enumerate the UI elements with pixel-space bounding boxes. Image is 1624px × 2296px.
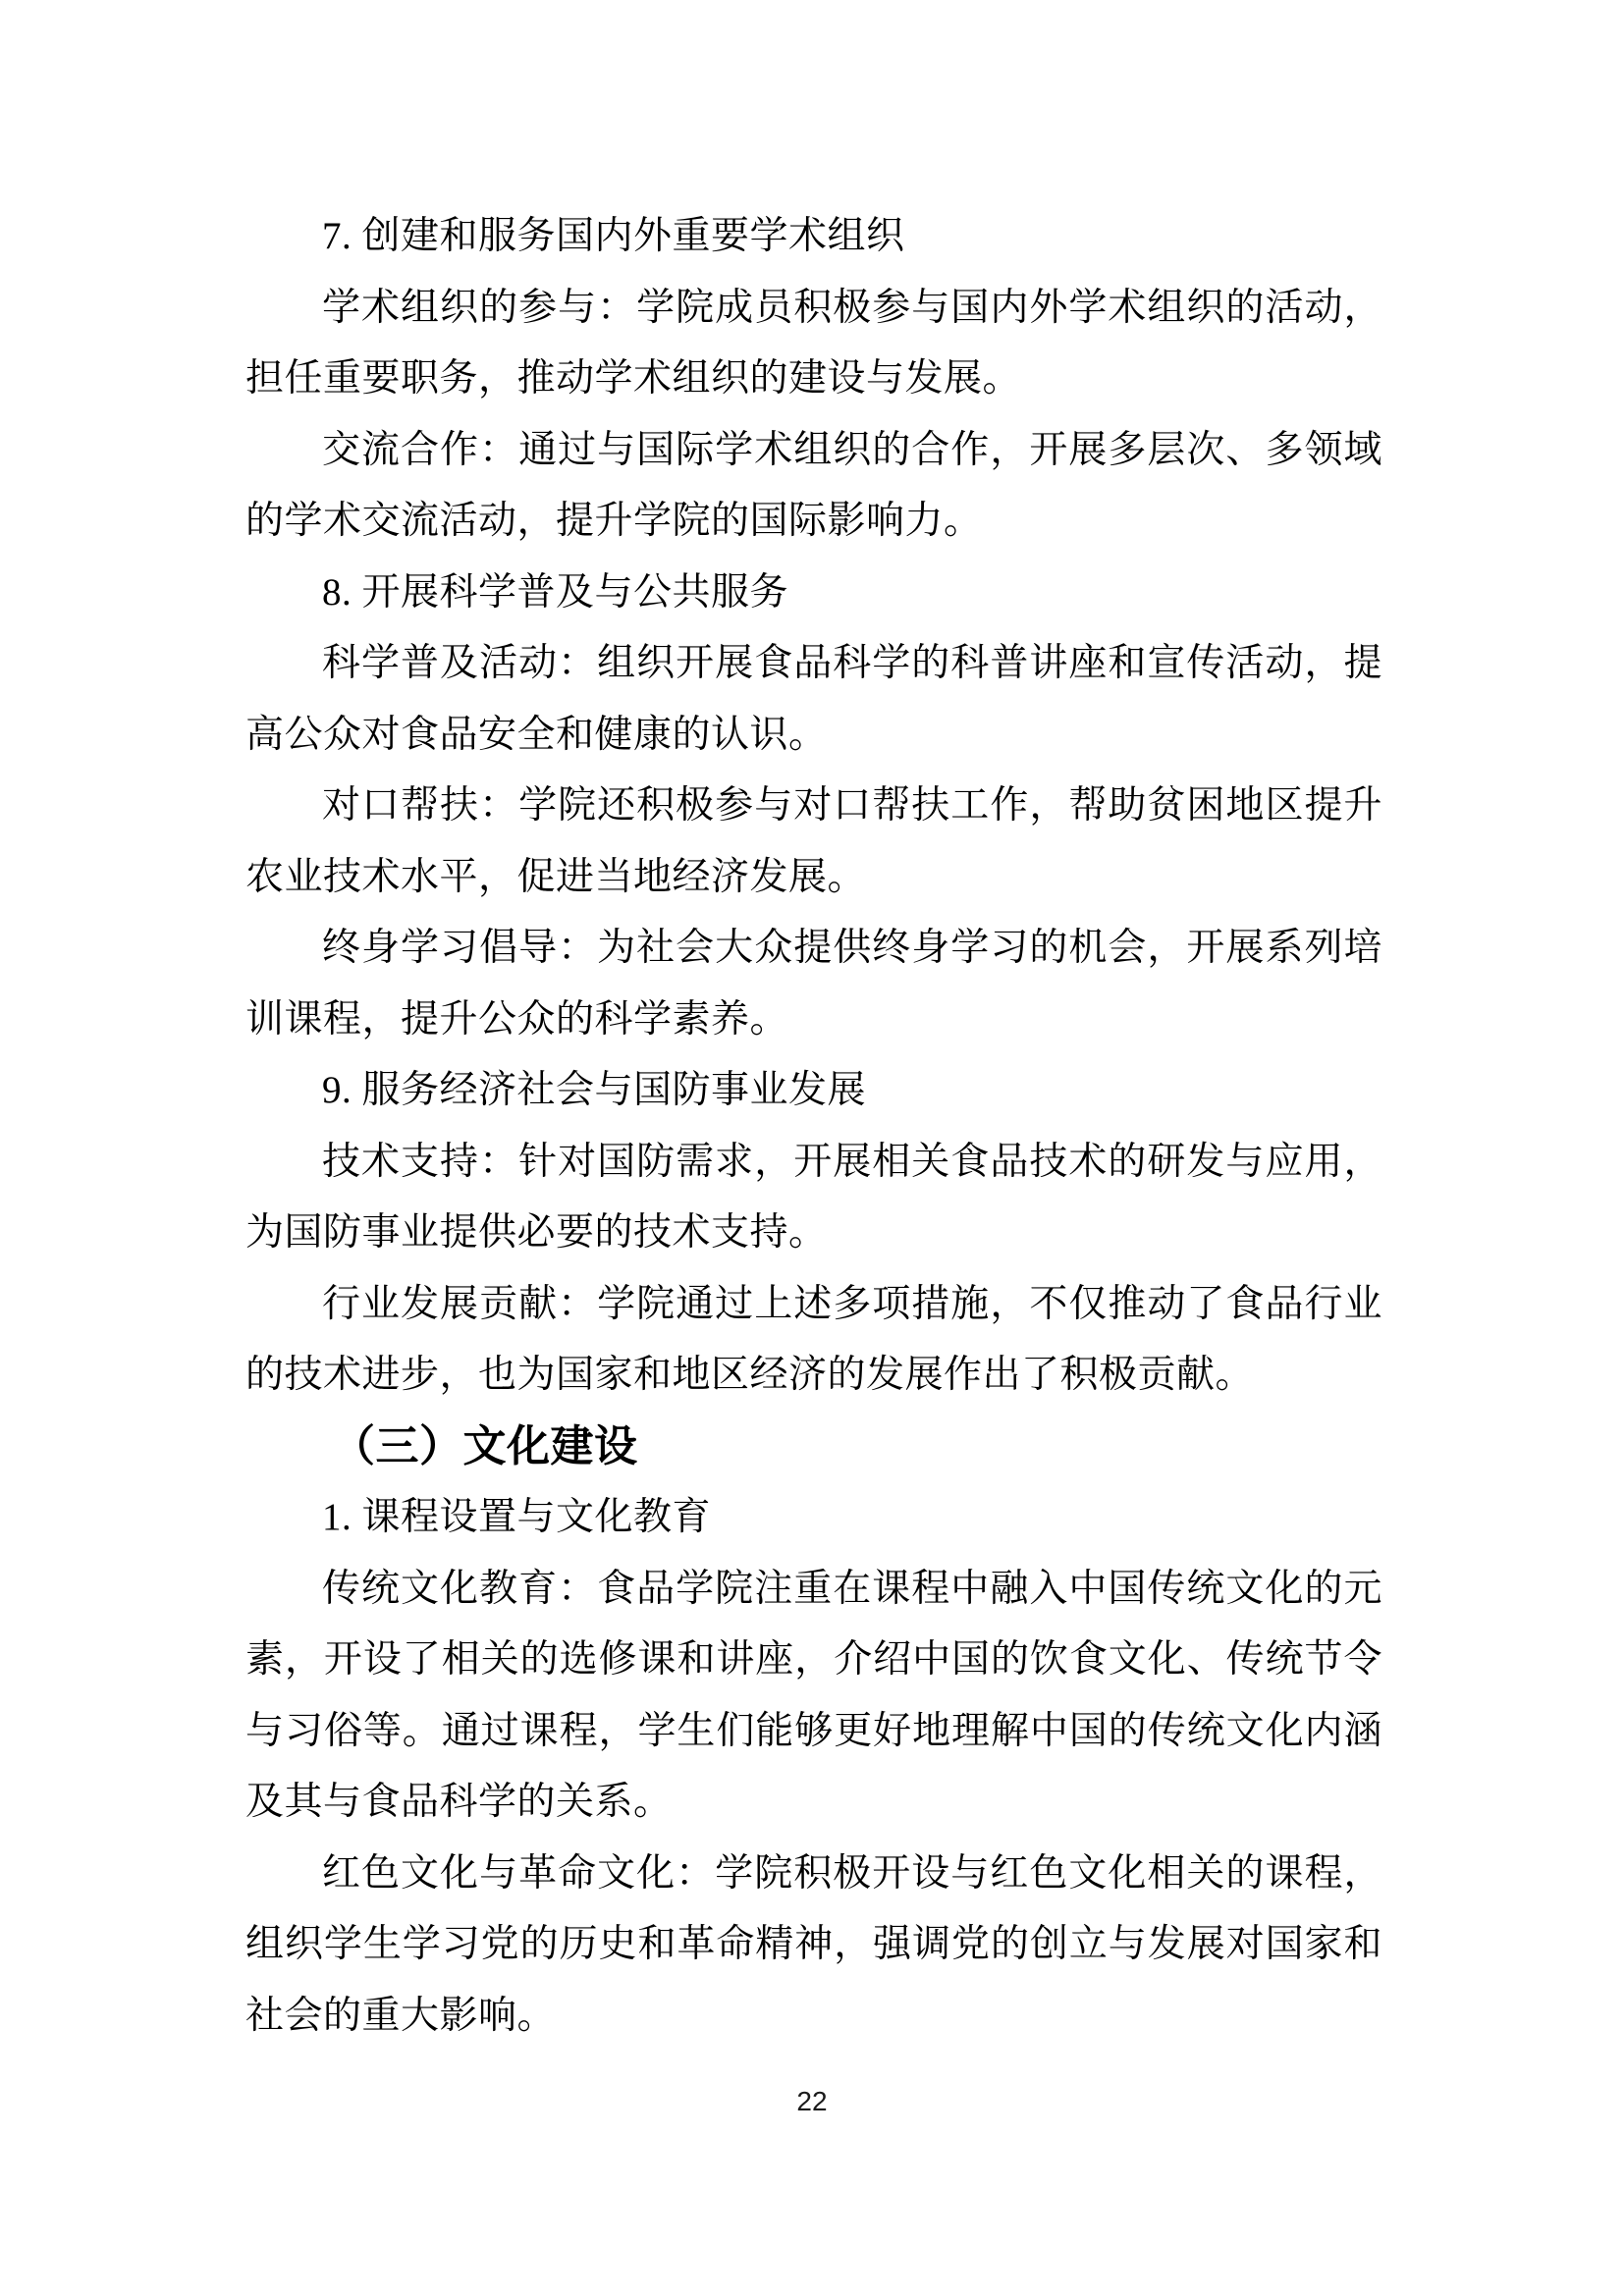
- body-paragraph: 技术支持：针对国防需求，开展相关食品技术的研发与应用，为国防事业提供必要的技术支持。: [245, 1140, 1382, 1254]
- body-paragraph: 对口帮扶：学院还积极参与对口帮扶工作，帮助贫困地区提升农业技术水平，促进当地经济发展。: [245, 784, 1382, 898]
- body-paragraph: 科学普及活动：组织开展食品科学的科普讲座和宣传活动，提高公众对食品安全和健康的认识。: [245, 642, 1382, 756]
- document-body: [245, 201, 1382, 2052]
- body-paragraph: 终身学习倡导：为社会大众提供终身学习的机会，开展系列培训课程，提升公众的科学素养。: [245, 927, 1382, 1041]
- numbered-heading-8: 8. 开展科学普及与公共服务: [322, 570, 789, 614]
- numbered-heading-9: 9. 服务经济社会与国防事业发展: [322, 1069, 867, 1111]
- section-heading: （三）文化建设: [332, 1421, 638, 1470]
- body-paragraph: 传统文化教育：食品学院注重在课程中融入中国传统文化的元素，开设了相关的选修课和讲座，介绍中国的饮食文化、传统节令与习俗等。通过课程，学生们能够更好地理解中国的传统文化内涵及其与食品科学的关系。: [245, 1567, 1382, 1823]
- numbered-heading-1: 1. 课程设置与文化教育: [322, 1496, 712, 1538]
- page-number: 22: [796, 2086, 828, 2116]
- body-paragraph: 学术组织的参与：学院成员积极参与国内外学术组织的活动，担任重要职务，推动学术组织的建设与发展。: [245, 286, 1382, 400]
- body-paragraph: 红色文化与革命文化：学院积极开设与红色文化相关的课程，组织学生学习党的历史和革命精神，强调党的创立与发展对国家和社会的重大影响。: [245, 1851, 1382, 2037]
- body-paragraph: 行业发展贡献：学院通过上述多项措施，不仅推动了食品行业的技术进步，也为国家和地区经济的发展作出了积极贡献。: [245, 1282, 1382, 1396]
- numbered-heading-7: 7. 创建和服务国内外重要学术组织: [322, 215, 905, 257]
- body-paragraph: 交流合作：通过与国际学术组织的合作，开展多层次、多领域的学术交流活动，提升学院的国际影响力。: [245, 428, 1382, 542]
